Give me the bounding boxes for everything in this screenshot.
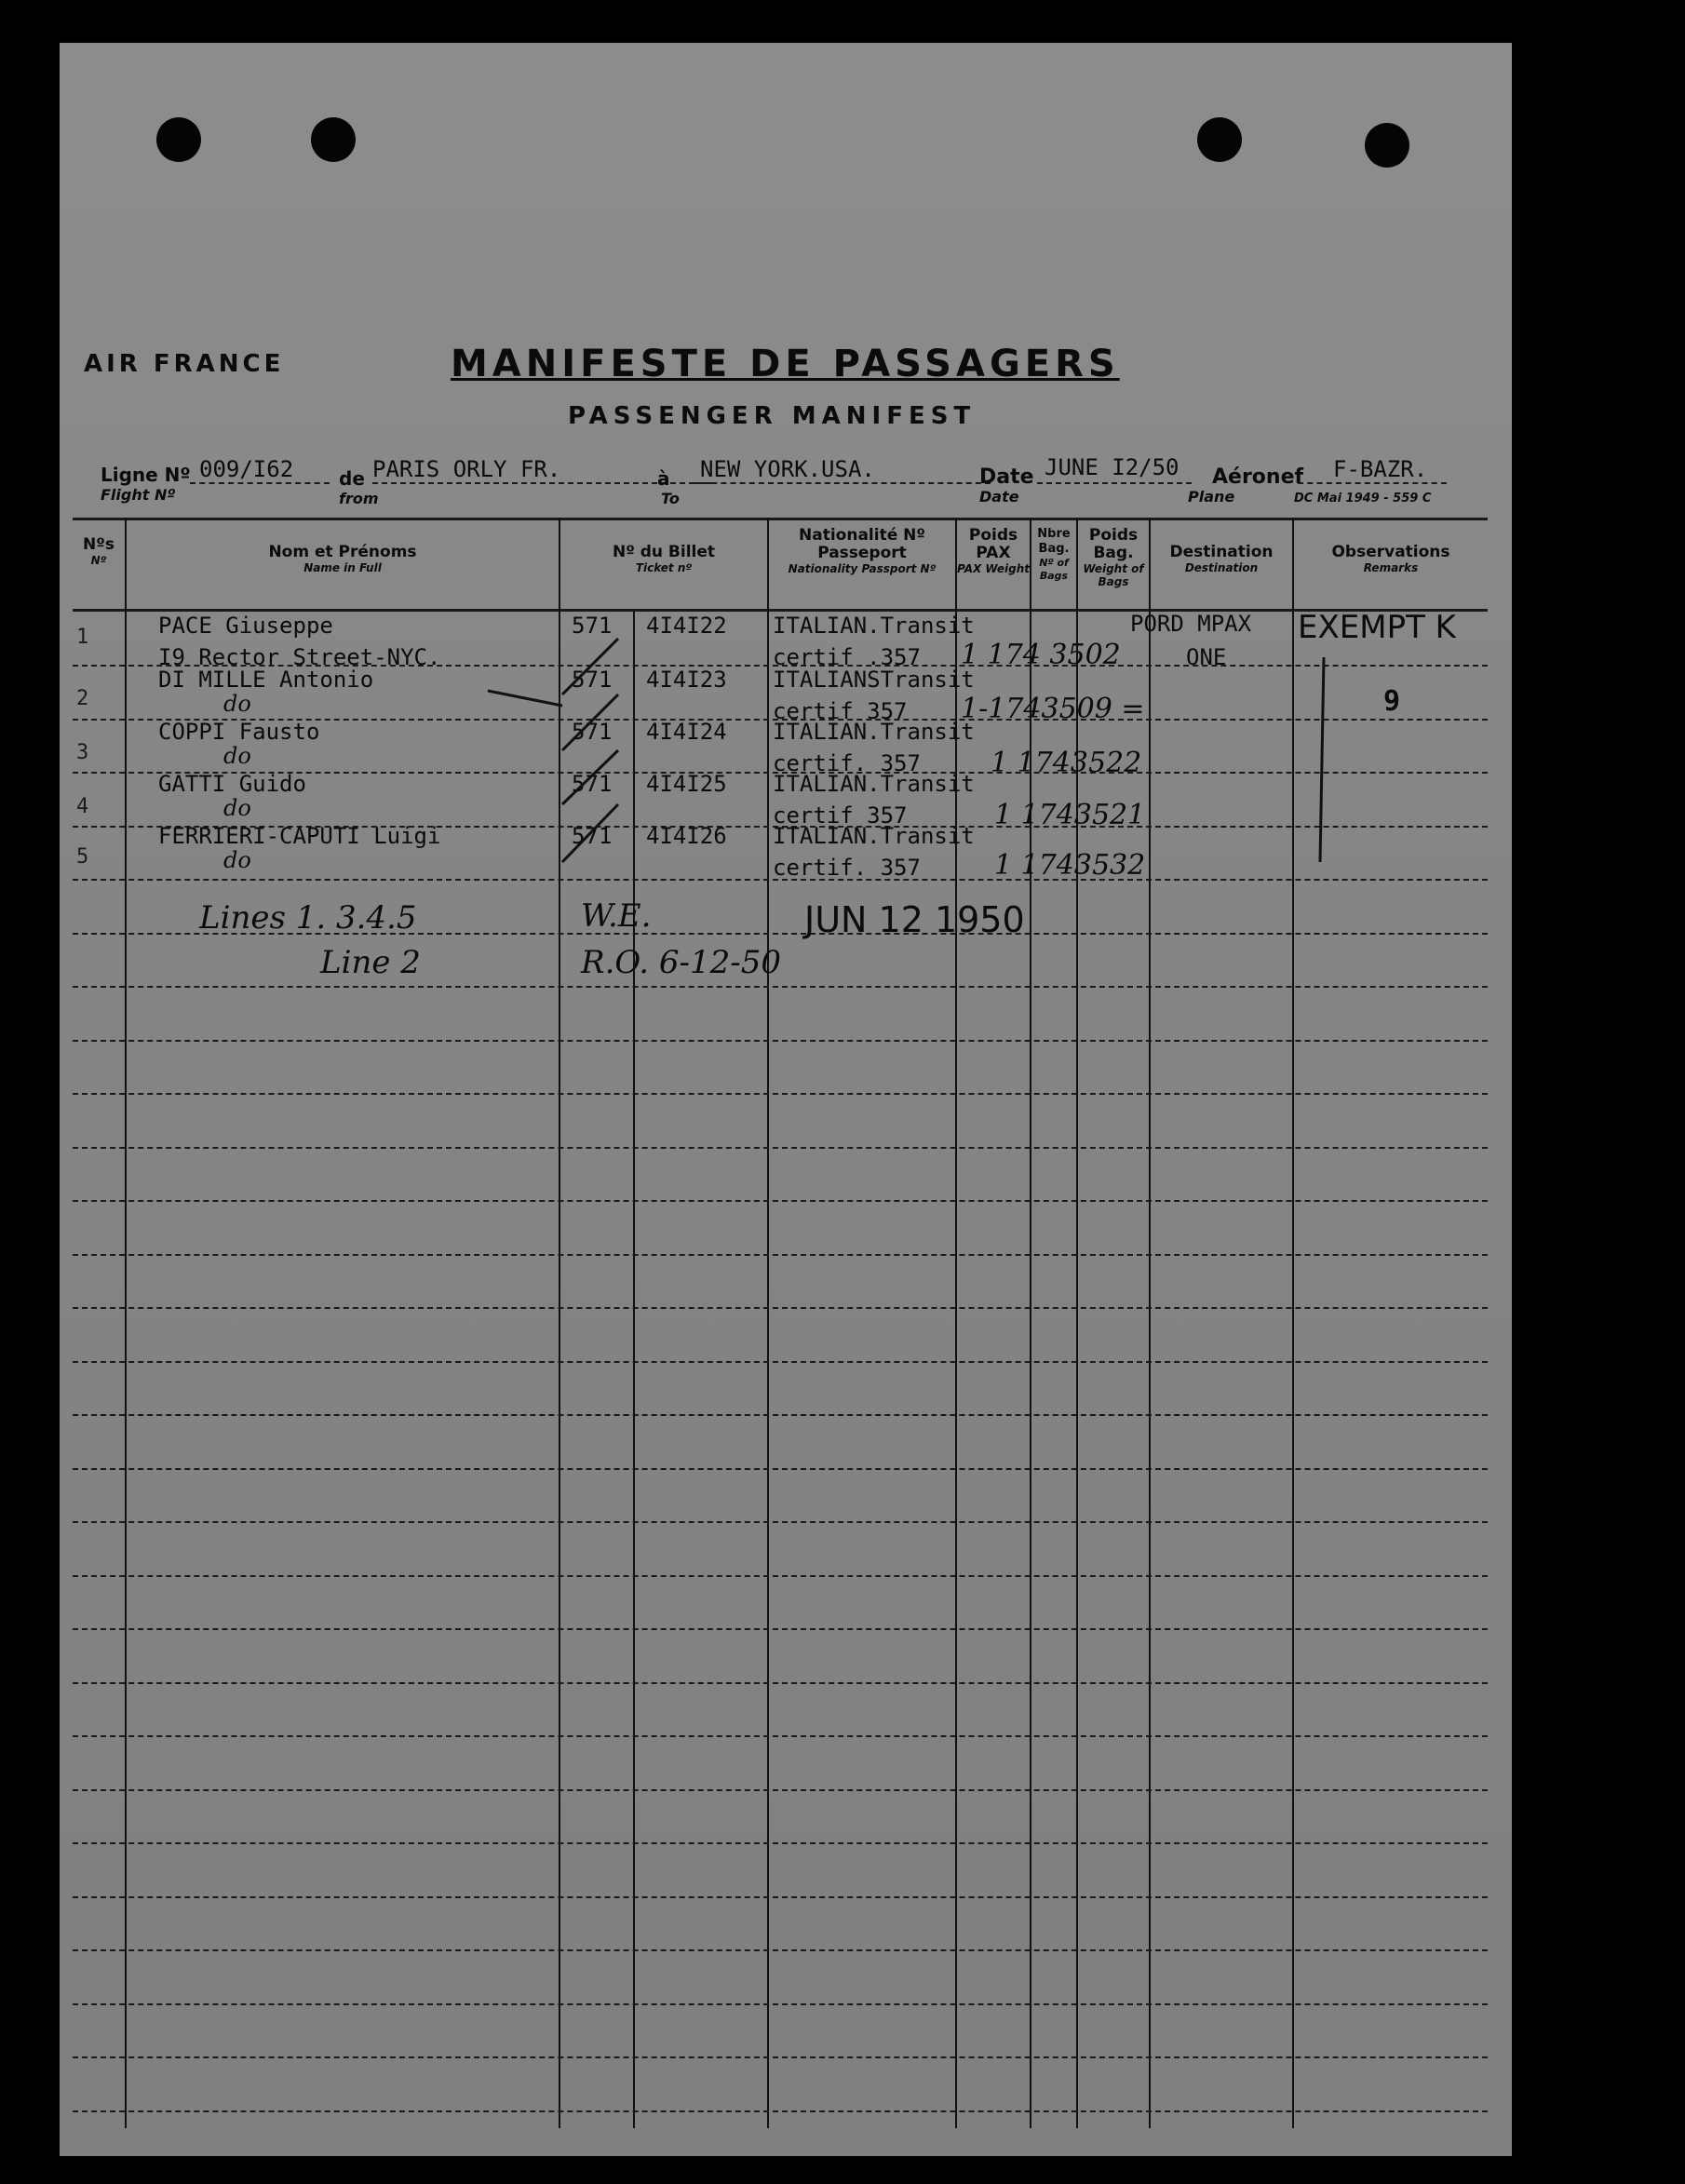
table-rule-line xyxy=(73,1789,1488,1791)
table-rule-line xyxy=(73,1575,1488,1577)
table-rule-line xyxy=(73,1468,1488,1470)
col-header-bags-count-en: Nº of Bags xyxy=(1039,557,1069,582)
from-label: de xyxy=(339,467,365,490)
date-label-en: Date xyxy=(979,488,1019,506)
passenger-name: DI MILLE Antonio xyxy=(158,667,374,693)
table-rule-line xyxy=(73,1949,1488,1951)
form-title: MANIFESTE DE PASSAGERS xyxy=(451,343,1120,385)
passport: certif. 357 xyxy=(773,855,921,881)
ticket-prefix: 571 xyxy=(572,719,613,745)
table-rule-line xyxy=(73,1842,1488,1844)
table-rule-line xyxy=(73,1361,1488,1363)
row-number: 4 xyxy=(76,795,89,818)
passport: certif .357 xyxy=(773,644,921,670)
from-label-en: from xyxy=(339,490,379,507)
passenger-name: GATTI Guido xyxy=(158,771,306,797)
remarks-bracket-stroke xyxy=(1320,657,1324,862)
ticket-prefix: 571 xyxy=(572,613,613,639)
table-rule-line xyxy=(73,1896,1488,1898)
remarks-cell: EXEMPT K xyxy=(1298,609,1456,646)
ditto-mark: do xyxy=(223,691,251,717)
form-subtitle: PASSENGER MANIFEST xyxy=(568,402,977,430)
ditto-mark: do xyxy=(223,795,251,821)
table-rule-line xyxy=(73,1521,1488,1523)
handwritten-signature: W.E. xyxy=(581,897,652,935)
col-header-remarks-en: Remarks xyxy=(1363,561,1419,574)
to-label: à xyxy=(657,467,670,490)
col-header-ticket-en: Ticket nº xyxy=(635,561,693,574)
flight-label: Ligne Nº xyxy=(101,464,191,486)
checkmark-stroke xyxy=(562,639,618,694)
ticket-number: 4I4I22 xyxy=(646,613,727,639)
remarks-cell: 9 xyxy=(1383,685,1401,718)
table-rule-line xyxy=(73,1628,1488,1630)
table-rule-line xyxy=(73,1307,1488,1309)
passport: certif. 357 xyxy=(773,750,921,776)
table-rule-line xyxy=(73,1682,1488,1684)
table-rule-line xyxy=(73,1254,1488,1256)
nationality: ITALIAN.Transit xyxy=(773,613,975,639)
table-rule-line xyxy=(73,2003,1488,2005)
col-header-remarks-fr: Observations xyxy=(1331,543,1450,561)
ticket-prefix: 571 xyxy=(572,823,613,849)
flight-date: JUNE I2/50 xyxy=(1045,454,1180,480)
ticket-number: 4I4I24 xyxy=(646,719,727,745)
checkmark-stroke xyxy=(562,804,618,862)
table-rule-line xyxy=(73,1147,1488,1149)
flight-number: 009/I62 xyxy=(199,456,294,482)
row-number: 2 xyxy=(76,687,89,710)
plane-label: Aéronef xyxy=(1212,465,1304,489)
table-rule-line xyxy=(73,2056,1488,2058)
airline-name: AIR FRANCE xyxy=(84,350,285,378)
ticket-number: 4I4I26 xyxy=(646,823,727,849)
col-header-pax-weight-fr: Poids PAX xyxy=(968,526,1018,562)
table-rule-line xyxy=(73,1200,1488,1202)
checkmark-stroke xyxy=(562,750,618,804)
destination-cell: PORD MPAX xyxy=(1130,611,1252,637)
col-header-nationality-en: Nationality Passport Nº xyxy=(788,562,937,575)
origin: PARIS ORLY FR. xyxy=(372,456,561,482)
pax-weight: 1 1743532 xyxy=(994,849,1146,882)
ticket-number: 4I4I25 xyxy=(646,771,727,797)
pax-weight: 1 1743521 xyxy=(994,799,1146,831)
ditto-mark: do xyxy=(223,743,251,769)
destination: NEW YORK.USA. xyxy=(700,456,875,482)
checkmark-stroke xyxy=(488,691,562,706)
col-header-ticket-fr: Nº du Billet xyxy=(612,543,716,561)
col-header-bag-weight-fr: Poids Bag. xyxy=(1088,526,1139,562)
flight-label-en: Flight Nº xyxy=(101,486,176,504)
pax-weight: 1 174 3502 xyxy=(961,639,1121,671)
col-header-number-en: Nº xyxy=(90,554,107,567)
table-rule-line xyxy=(73,1093,1488,1095)
handwritten-note-lines-2: Line 2 xyxy=(320,944,421,981)
ticket-prefix: 571 xyxy=(572,771,613,797)
plane-label-en: Plane xyxy=(1188,488,1235,506)
check-marks xyxy=(60,43,1512,1067)
col-header-name-fr: Nom et Prénoms xyxy=(268,543,417,561)
col-header-pax-weight-en: PAX Weight xyxy=(957,562,1030,575)
col-header-destination-fr: Destination xyxy=(1169,543,1274,561)
ticket-number: 4I4I23 xyxy=(646,667,727,693)
table-rule-line xyxy=(73,1735,1488,1737)
pax-weight: 1 1743522 xyxy=(991,747,1142,779)
col-header-bags-count-fr: Nbre Bag. xyxy=(1037,527,1071,556)
passenger-name: COPPI Fausto xyxy=(158,719,320,745)
pax-weight: 1-1743509 = xyxy=(961,693,1145,725)
passenger-name: FERRIERI-CAPUTI Luigi xyxy=(158,823,441,849)
table-rule-line xyxy=(73,1414,1488,1416)
passenger-address: I9 Rector Street-NYC. xyxy=(158,644,441,670)
passport: certif 357 xyxy=(773,802,908,829)
passenger-name: PACE Giuseppe xyxy=(158,613,333,639)
handwritten-signature: R.O. 6-12-50 xyxy=(581,944,782,981)
ticket-prefix: 571 xyxy=(572,667,613,693)
to-label-en: To xyxy=(661,490,680,507)
nationality: ITALIAN.Transit xyxy=(773,771,975,797)
row-number: 5 xyxy=(76,845,89,869)
form-code: DC Mai 1949 - 559 C xyxy=(1294,492,1432,506)
passport: certif 357 xyxy=(773,698,908,724)
nationality: ITALIAN.Transit xyxy=(773,719,975,745)
handwritten-note-lines-1: Lines 1. 3.4.5 xyxy=(199,899,417,937)
nationality: ITALIANSTransit xyxy=(773,667,975,693)
col-header-name-en: Name in Full xyxy=(303,561,382,574)
manifest-sheet xyxy=(60,43,1512,2156)
col-header-nationality-fr: Nationalité Nº Passeport xyxy=(799,526,925,562)
ditto-mark: do xyxy=(223,847,251,873)
date-stamp: JUN 12 1950 xyxy=(804,899,1025,940)
row-number: 1 xyxy=(76,626,89,649)
date-label: Date xyxy=(979,465,1034,489)
aircraft-registration: F-BAZR. xyxy=(1333,456,1428,482)
checkmark-stroke xyxy=(562,694,618,750)
col-header-destination-en: Destination xyxy=(1184,561,1259,574)
destination-cell-2: ONE xyxy=(1186,644,1227,670)
col-header-number-fr: Nºs xyxy=(83,535,115,554)
row-number: 3 xyxy=(76,741,89,764)
table-rule-line xyxy=(73,2110,1488,2112)
col-header-bag-weight-en: Weight of Bags xyxy=(1083,562,1144,588)
nationality: ITALIAN.Transit xyxy=(773,823,975,849)
